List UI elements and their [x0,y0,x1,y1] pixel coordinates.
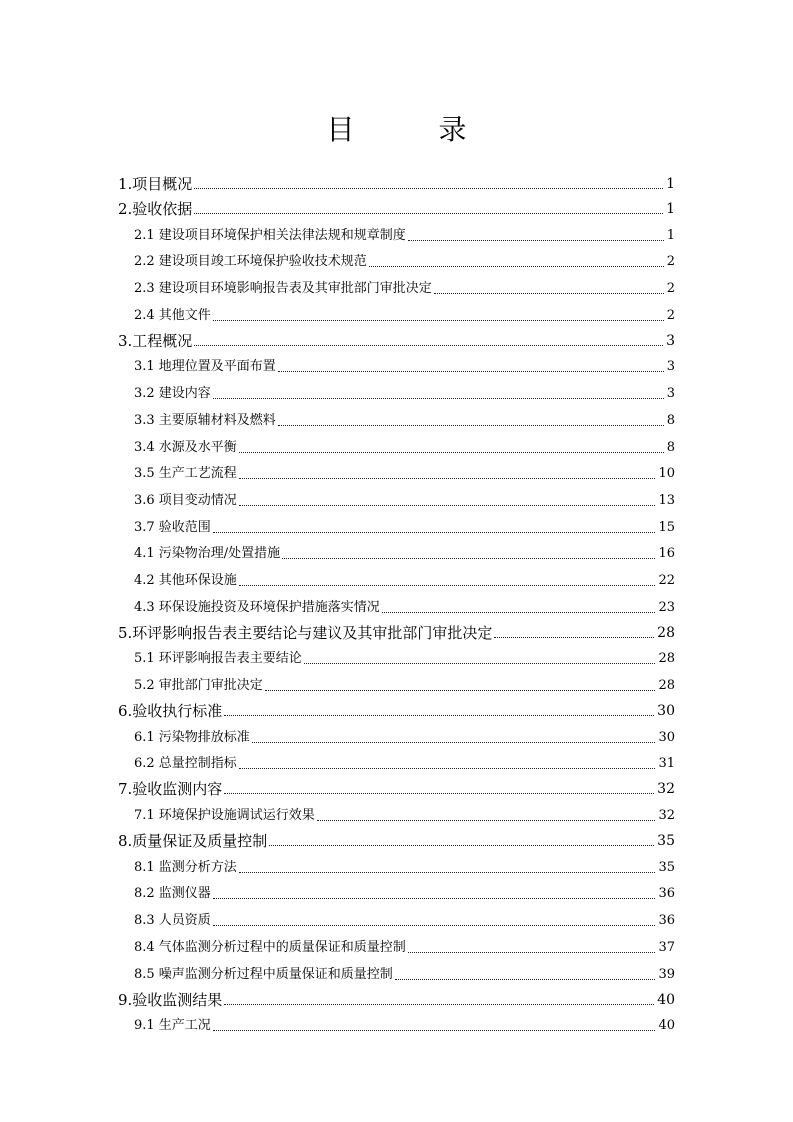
toc-entry[interactable] [118,773,675,798]
toc-entry-label: 2.2 建设项目竣工环境保护验收技术规范 [134,254,367,270]
toc-entry-page-number: 36 [658,886,675,902]
toc-entry[interactable] [118,193,675,218]
toc-entry[interactable] [118,825,675,850]
toc-dot-leader [239,768,656,769]
toc-entry-page-number: 22 [658,572,675,588]
toc-entry-page-number: 30 [657,703,675,719]
toc-entry-label: 8.4 气体监测分析过程中的质量保证和质量控制 [134,939,406,955]
toc-entry[interactable] [118,325,675,350]
toc-entry[interactable] [118,747,675,774]
toc-dot-leader [224,1004,654,1005]
toc-entry[interactable] [118,1009,675,1036]
toc-entry[interactable] [118,590,675,617]
toc-dot-leader [213,532,656,533]
toc-entry[interactable] [118,403,675,430]
toc-entry-label: 2.验收依据 [118,200,193,218]
toc-entry-label: 6.验收执行标准 [118,702,223,720]
toc-dot-leader [224,715,654,716]
toc-entry-page-number: 3 [666,332,675,349]
toc-entry-label: 4.1 污染物治理/处置措施 [134,546,281,562]
toc-entry-page-number: 16 [658,546,675,562]
toc-entry-page-number: 1 [666,201,675,217]
toc-entry-label: 5.1 环评影响报告表主要结论 [134,651,302,667]
toc-dot-leader [408,240,664,241]
toc-entry-page-number: 35 [657,833,675,850]
toc-dot-leader [194,213,663,214]
toc-entry-page-number: 13 [658,492,675,508]
toc-entry-page-number: 2 [666,254,675,270]
toc-entry-page-number: 28 [658,651,675,667]
toc-entry-page-number: 32 [658,808,675,824]
toc-dot-leader [278,371,664,372]
toc-entry-page-number: 30 [658,729,675,745]
toc-entry[interactable] [118,957,675,984]
toc-dot-leader [213,1030,656,1031]
toc-entry-label: 3.工程概况 [118,331,193,350]
toc-entry-page-number: 2 [666,281,675,297]
toc-entry-label: 2.4 其他文件 [134,307,211,323]
toc-entry-label: 3.5 生产工艺流程 [134,466,237,482]
toc-dot-leader [382,612,656,613]
toc-entry-label: 9.1 生产工况 [134,1018,211,1034]
toc-entry-label: 2.1 建设项目环境保护相关法律法规和规章制度 [134,227,406,243]
toc-entry-page-number: 2 [666,307,675,323]
toc-entry[interactable] [118,720,675,747]
toc-entry[interactable] [118,930,675,957]
toc-dot-leader [213,320,664,321]
toc-entry[interactable] [118,430,675,457]
toc-dot-leader [252,742,656,743]
toc-entry-label: 8.1 监测分析方法 [134,859,237,875]
toc-dot-leader [213,898,656,899]
toc-entry-page-number: 1 [666,227,675,243]
toc-dot-leader [278,425,664,426]
toc-entry-page-number: 31 [658,756,675,772]
toc-dot-leader [194,345,663,346]
toc-entry-label: 6.2 总量控制指标 [134,756,237,772]
toc-entry-label: 3.6 项目变动情况 [134,492,237,508]
toc-entry[interactable] [118,903,675,930]
toc-entry-page-number: 1 [666,176,675,192]
toc-entry-label: 8.2 监测仪器 [134,886,211,902]
toc-entry-label: 1.项目概况 [118,175,193,193]
toc-entry[interactable] [118,510,675,537]
toc-entry-page-number: 8 [666,439,675,455]
toc-entry-page-number: 8 [666,412,675,428]
toc-entry-label: 7.验收监测内容 [118,780,223,799]
toc-entry-label: 3.7 验收范围 [134,519,211,535]
toc-entry-label: 8.3 人员资质 [134,913,211,929]
toc-entry[interactable] [118,168,675,193]
toc-entry-label: 7.1 环境保护设施调试运行效果 [134,808,315,824]
toc-dot-leader [434,293,664,294]
toc-entry-page-number: 40 [657,991,675,1008]
toc-entry[interactable] [118,642,675,669]
toc-entry-label: 6.1 污染物排放标准 [134,729,250,745]
toc-entry-label: 2.3 建设项目环境影响报告表及其审批部门审批决定 [134,281,432,297]
toc-entry-page-number: 3 [666,386,675,402]
toc-dot-leader [317,820,656,821]
toc-entry-page-number: 23 [658,599,675,615]
toc-entry-page-number: 37 [658,939,675,955]
toc-entry-page-number: 28 [658,678,675,693]
toc-dot-leader [213,398,664,399]
toc-entry-label: 5.环评影响报告表主要结论与建议及其审批部门审批决定 [118,623,493,642]
toc-dot-leader [282,558,655,559]
toc-entry[interactable] [118,483,675,510]
toc-dot-leader [224,793,654,794]
toc-entry-page-number: 28 [657,624,675,641]
toc-dot-leader [408,952,656,953]
toc-dot-leader [213,925,656,926]
table-of-contents [118,168,675,1035]
toc-entry-page-number: 39 [658,966,675,982]
toc-dot-leader [395,979,656,980]
toc-entry[interactable] [118,245,675,272]
toc-entry-page-number: 36 [658,913,675,929]
toc-entry-label: 8.质量保证及质量控制 [118,832,268,851]
toc-dot-leader [239,585,656,586]
toc-entry[interactable] [118,298,675,325]
toc-entry-page-number: 32 [657,781,675,798]
page-title: 目 录 [326,113,495,146]
toc-dot-leader [239,452,664,453]
toc-entry[interactable] [118,218,675,245]
toc-dot-leader [369,266,664,267]
toc-entry[interactable] [118,457,675,484]
toc-entry[interactable] [118,271,675,298]
toc-entry-label: 5.2 审批部门审批决定 [134,678,263,693]
toc-entry-label: 8.5 噪声监测分析过程中质量保证和质量控制 [134,966,393,982]
toc-dot-leader [239,505,656,506]
toc-dot-leader [494,637,654,638]
toc-entry[interactable] [118,984,675,1009]
toc-entry-page-number: 3 [666,359,675,375]
toc-dot-leader [194,188,663,189]
toc-dot-leader [265,690,656,691]
toc-entry[interactable] [118,668,675,695]
toc-dot-leader [239,872,656,873]
toc-entry-label: 9.验收监测结果 [118,990,223,1009]
toc-dot-leader [239,478,656,479]
toc-entry-label: 4.2 其他环保设施 [134,572,237,588]
toc-entry-page-number: 15 [658,519,675,535]
toc-entry-page-number: 40 [658,1018,675,1034]
toc-entry-label: 3.2 建设内容 [134,386,211,402]
toc-entry[interactable] [118,376,675,403]
toc-entry-label: 3.4 水源及水平衡 [134,439,237,455]
toc-entry-page-number: 35 [658,859,675,875]
toc-entry[interactable] [118,850,675,877]
toc-entry-page-number: 10 [658,466,675,482]
toc-dot-leader [269,845,654,846]
toc-entry[interactable] [118,877,675,904]
toc-entry-label: 3.3 主要原辅材料及燃料 [134,412,276,428]
toc-entry[interactable] [118,617,675,642]
toc-entry[interactable] [118,695,675,720]
toc-entry[interactable] [118,798,675,825]
toc-entry-label: 3.1 地理位置及平面布置 [134,359,276,375]
toc-entry[interactable] [118,563,675,590]
toc-entry[interactable] [118,537,675,564]
toc-dot-leader [304,663,656,664]
toc-entry-label: 4.3 环保设施投资及环境保护措施落实情况 [134,599,380,615]
toc-entry[interactable] [118,350,675,377]
